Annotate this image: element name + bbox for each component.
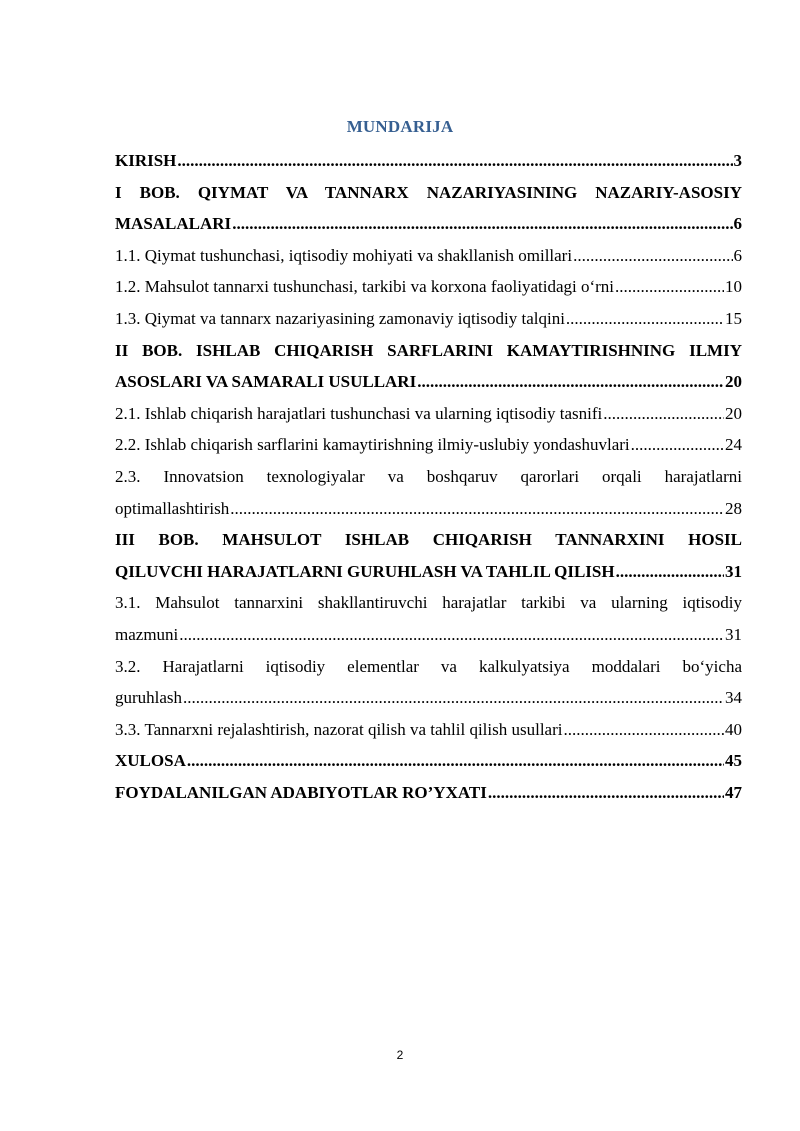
toc-entry-text: ASOSLARI VA SAMARALI USULLARI bbox=[115, 372, 417, 392]
toc-entry-text: mazmuni bbox=[115, 624, 179, 644]
toc-entry-kirish[interactable] bbox=[115, 145, 742, 177]
toc-entry-1-3[interactable] bbox=[115, 303, 742, 335]
toc-page-number: 28 bbox=[725, 498, 742, 518]
toc-entry-bob3[interactable] bbox=[115, 556, 742, 588]
toc-page-number: 31 bbox=[725, 624, 742, 644]
dot-leader bbox=[564, 714, 725, 746]
dot-leader bbox=[230, 493, 724, 525]
toc-page-number: 10 bbox=[725, 277, 742, 297]
toc-page-number: 31 bbox=[725, 561, 742, 581]
toc-entry-text: KIRISH bbox=[115, 151, 177, 170]
toc-entry-text: 1.2. Mahsulot tannarxi tushunchasi, tarkibi va korxona faoliyatidagi o‘rni bbox=[115, 277, 615, 297]
toc-entry-xulosa[interactable] bbox=[115, 745, 742, 777]
dot-leader bbox=[631, 429, 724, 461]
toc-page-number: 24 bbox=[725, 435, 742, 455]
toc-entry-3-2[interactable] bbox=[115, 682, 742, 714]
toc-entry-text: QILUVCHI HARAJATLARNI GURUHLASH VA TAHLIL QILISH bbox=[115, 561, 615, 581]
toc-entry-2-3[interactable] bbox=[115, 493, 742, 525]
toc-entry-2-1[interactable] bbox=[115, 398, 742, 430]
dot-leader bbox=[488, 777, 724, 809]
toc-entry-adabiyotlar[interactable] bbox=[115, 777, 742, 809]
toc-entry-text: 3.3. Tannarxni rejalashtirish, nazorat qilish va tahlil qilish usullari bbox=[115, 719, 563, 739]
toc-entry-text: 2.2. Ishlab chiqarish sarflarini kamaytirishning ilmiy-uslubiy yondashuvlari bbox=[115, 435, 630, 455]
toc-title: MUNDARIJA bbox=[346, 117, 454, 136]
toc-entry-text: optimallashtirish bbox=[115, 498, 230, 518]
dot-leader bbox=[417, 366, 724, 398]
toc-entry-bob1[interactable] bbox=[115, 208, 742, 240]
toc-entry-bob1-line1[interactable]: I BOB. QIYMAT VA TANNARX NAZARIYASINING NAZARIY-ASOSIY bbox=[115, 182, 742, 202]
toc-entry-text: 1.1. Qiymat tushunchasi, iqtisodiy mohiyati va shakllanish omillari bbox=[115, 245, 573, 265]
table-of-contents bbox=[115, 145, 742, 808]
toc-entry-text: 2.1. Ishlab chiqarish harajatlari tushunchasi va ularning iqtisodiy tasnifi bbox=[115, 403, 603, 423]
dot-leader bbox=[566, 303, 724, 335]
dot-leader bbox=[616, 556, 724, 588]
toc-page-number: 6 bbox=[733, 214, 742, 234]
toc-page-number: 45 bbox=[725, 751, 742, 771]
toc-entry-text: XULOSA bbox=[115, 751, 186, 771]
toc-entry-bob2[interactable] bbox=[115, 366, 742, 398]
dot-leader bbox=[232, 208, 732, 240]
toc-entry-1-1[interactable] bbox=[115, 240, 742, 272]
toc-entry-3-3[interactable] bbox=[115, 714, 742, 746]
toc-entry-3-1[interactable] bbox=[115, 619, 742, 651]
toc-entry-text: MASALALARI bbox=[115, 214, 232, 234]
dot-leader bbox=[179, 619, 724, 651]
toc-page-number: 34 bbox=[725, 688, 742, 708]
toc-entry-text: 1.3. Qiymat va tannarx nazariyasining zamonaviy iqtisodiy talqini bbox=[115, 308, 565, 328]
toc-entry-3-2-line1[interactable]: 3.2. Harajatlarni iqtisodiy elementlar va kalkulyatsiya moddalari bo‘yicha bbox=[115, 656, 742, 676]
toc-page-number: 3 bbox=[733, 151, 742, 170]
toc-entry-3-1-line1[interactable]: 3.1. Mahsulot tannarxini shakllantiruvchi harajatlar tarkibi va ularning iqtisodiy bbox=[115, 593, 742, 613]
toc-entry-bob3-line1[interactable]: III BOB. MAHSULOT ISHLAB CHIQARISH TANNARXINI HOSIL bbox=[115, 530, 742, 550]
page-number-footer: 2 bbox=[396, 1048, 404, 1062]
toc-page-number: 15 bbox=[725, 308, 742, 328]
toc-page-number: 40 bbox=[725, 719, 742, 739]
toc-page-number: 6 bbox=[733, 245, 742, 265]
dot-leader bbox=[615, 271, 724, 303]
toc-entry-text: FOYDALANILGAN ADABIYOTLAR RO’YXATI bbox=[115, 782, 487, 802]
dot-leader bbox=[183, 682, 724, 714]
toc-entry-bob2-line1[interactable]: II BOB. ISHLAB CHIQARISH SARFLARINI KAMAYTIRISHNING ILMIY bbox=[115, 340, 742, 360]
toc-entry-2-2[interactable] bbox=[115, 429, 742, 461]
dot-leader bbox=[573, 240, 732, 272]
toc-entry-text: guruhlash bbox=[115, 688, 183, 708]
toc-entry-1-2[interactable] bbox=[115, 271, 742, 303]
dot-leader bbox=[603, 398, 724, 430]
toc-page-number: 47 bbox=[725, 782, 742, 802]
toc-page-number: 20 bbox=[725, 403, 742, 423]
dot-leader bbox=[187, 745, 724, 777]
toc-entry-2-3-line1[interactable]: 2.3. Innovatsion texnologiyalar va boshqaruv qarorlari orqali harajatlarni bbox=[115, 466, 742, 486]
dot-leader bbox=[177, 145, 732, 177]
toc-page-number: 20 bbox=[725, 372, 742, 392]
